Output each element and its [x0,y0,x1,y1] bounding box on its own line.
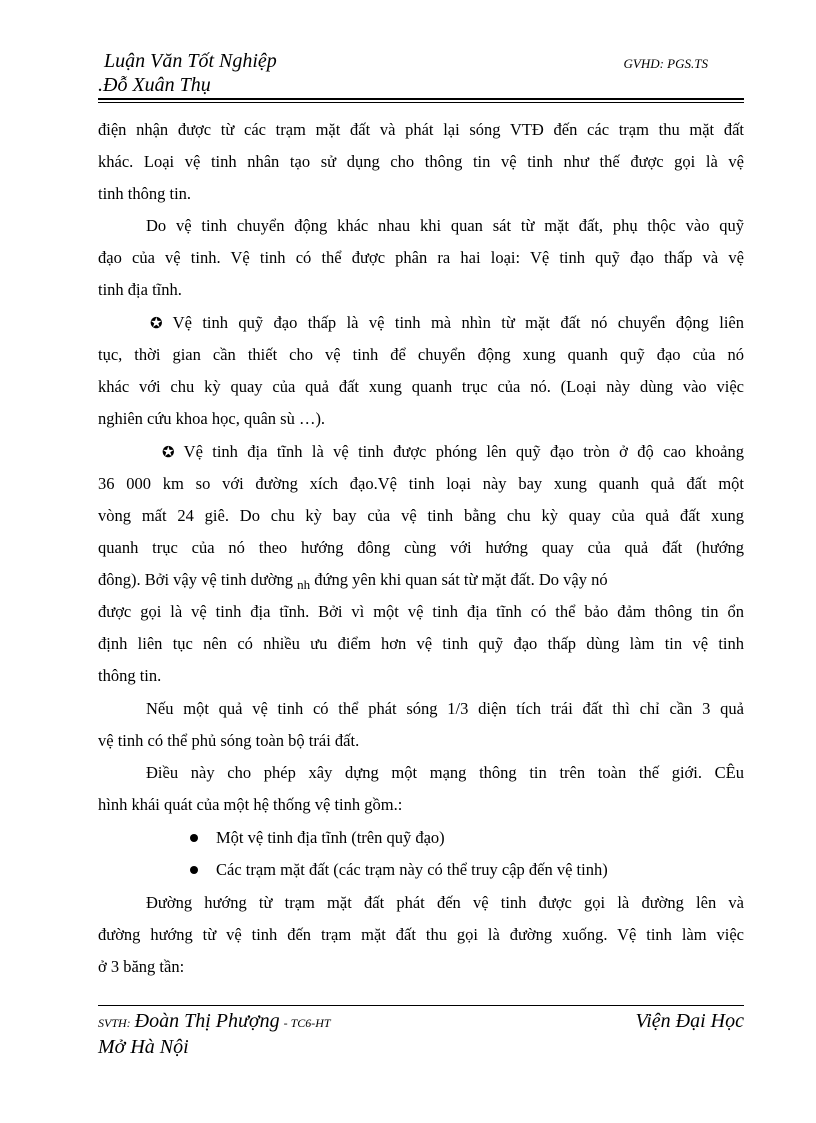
student-name: Đoàn Thị Phượng [134,1010,280,1032]
supervisor: GVHD: PGS.TS [623,56,708,71]
text-line: Nếu một quả vệ tinh có thể phát sóng 1/3 diện tích trái đất thì chỉ cần 3 quả [146,699,744,718]
footer-institute: Viện Đại Học [635,1010,744,1032]
footer-student [98,1010,331,1033]
header-rule-thin [98,102,744,103]
text-line: tinh địa tĩnh. [98,280,182,299]
text-line: đông). Bởi vậy vệ tinh dường $_{nh}$ đứng yên khi quan sát từ mặt đất. Do vậy nó [98,570,608,592]
text-line: đạo của vệ tinh. Vệ tinh có thể được phân ra hai loại: Vệ tinh quỹ đạo thấp và vệ [98,248,744,267]
text-line: nghiên cứu khoa học, quân sù …). [98,409,326,428]
text-line: Điều này cho phép xây dựng một mạng thông tin trên toàn thế giới. CÊu [146,763,744,782]
star-marker-icon: ✪ [162,443,175,461]
text-line: thông tin. [98,666,162,685]
footer-institute-line2: Mở Hà Nội [98,1036,189,1058]
text-line: ✪ Vệ tinh quỹ đạo thấp là vệ tinh mà nhìn từ mặt đất nó chuyển động liên [150,313,744,332]
text-line: Do vệ tinh chuyển động khác nhau khi quan sát từ mặt đất, phụ thộc vào quỹ [146,216,744,235]
text-line: ở 3 băng tần: [98,957,185,976]
thesis-title: Luận Văn Tốt Nghiệp [104,50,277,72]
text-line: 36 000 km so với đường xích đạo.Vệ tinh loại này bay xung quanh quả đất một [98,474,744,493]
page-header [98,46,744,102]
bullet-icon [190,834,198,842]
text-line: định liên tục nên có nhiều ưu điểm hơn vệ tinh quỹ đạo thấp dùng làm tin vệ tinh [98,634,744,653]
text-line: vệ tinh có thể phủ sóng toàn bộ trái đất. [98,731,360,750]
text-line: điện nhận được từ các trạm mặt đất và phát lại sóng VTĐ đến các trạm thu mặt đất [98,120,744,139]
student-class: - TC6-HT [283,1016,331,1030]
text-line: khác. Loại vệ tinh nhân tạo sử dụng cho thông tin vệ tinh như thế được gọi là vệ [98,152,744,171]
text-line: Đường hướng từ trạm mặt đất phát đến vệ tinh được gọi là đường lên và [146,893,744,912]
text-line: hình khái quát của một hệ thống vệ tinh gồm.: [98,795,403,814]
text-line: vòng mất 24 giê. Do chu kỳ bay của vệ tinh bằng chu kỳ quay của quả đất xung [98,506,744,525]
thesis-author: .Đỗ Xuân Thụ [98,74,211,96]
list-item: Một vệ tinh địa tĩnh (trên quỹ đạo) [216,828,445,847]
text-line: khác với chu kỳ quay của quả đất xung quanh trục của nó. (Loại này dùng vào việc [98,377,744,396]
text-line: quanh trục của nó theo hướng đông cùng với hướng quay của quả đất (hướng [98,538,744,557]
footer-rule [98,1005,744,1006]
text-line: tinh thông tin. [98,184,192,203]
text-line: tục, thời gian cần thiết cho vệ tinh để chuyển động xung quanh quỹ đạo của nó [98,345,744,364]
text-line: được gọi là vệ tinh địa tĩnh. Bởi vì một vệ tinh địa tĩnh có thể bảo đảm thông tin ổn [98,602,744,621]
bullet-icon [190,866,198,874]
svth-label: SVTH: [98,1016,131,1030]
text-line: ✪ Vệ tinh địa tĩnh là vệ tinh được phóng lên quỹ đạo tròn ở độ cao khoảng [162,442,744,461]
header-rule-thick [98,98,744,100]
star-marker-icon: ✪ [150,314,163,332]
list-item: Các trạm mặt đất (các trạm này có thể truy cập đến vệ tinh) [216,860,608,879]
text-line: đường hướng từ vệ tinh đến trạm mặt đất thu gọi là đường xuống. Vệ tinh làm việc [98,925,744,944]
